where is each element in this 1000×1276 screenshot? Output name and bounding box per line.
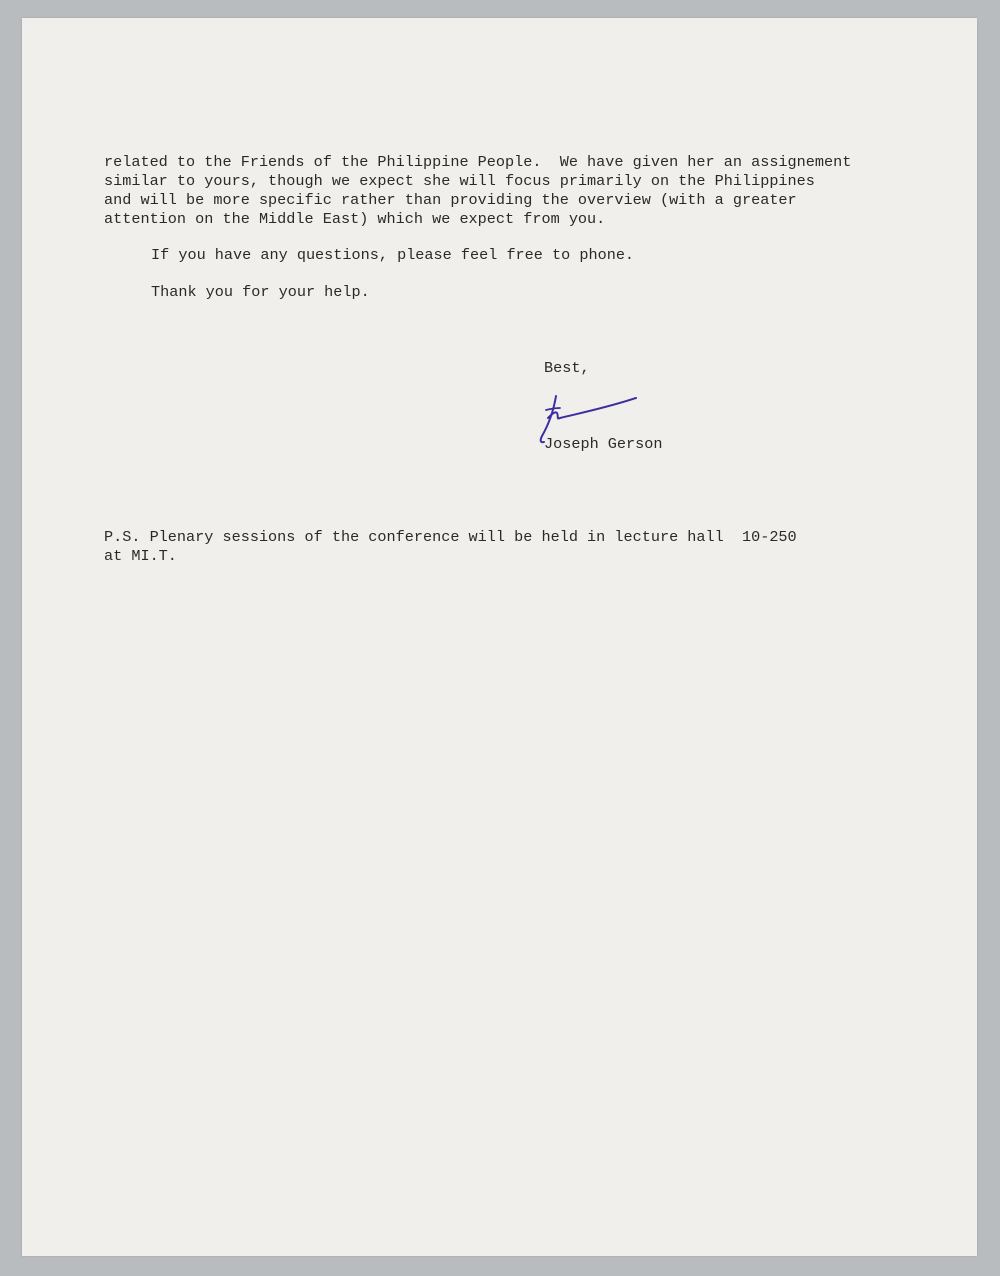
thanks-paragraph: Thank you for your help. xyxy=(151,283,370,301)
postscript-line-1: P.S. Plenary sessions of the conference will be held in lecture hall 10-250 xyxy=(104,528,797,546)
body-line-3: and will be more specific rather than providing the overview (with a greater xyxy=(104,191,797,209)
letter-page xyxy=(22,18,977,1256)
body-line-1: related to the Friends of the Philippine People. We have given her an assignement xyxy=(104,153,852,171)
signer-name: Joseph Gerson xyxy=(544,435,663,453)
body-line-4: attention on the Middle East) which we expect from you. xyxy=(104,210,606,228)
closing-salutation: Best, xyxy=(544,359,590,377)
postscript-line-2: at MI.T. xyxy=(104,547,177,565)
questions-paragraph: If you have any questions, please feel free to phone. xyxy=(151,246,635,264)
body-line-2: similar to yours, though we expect she will focus primarily on the Philippines xyxy=(104,172,815,190)
